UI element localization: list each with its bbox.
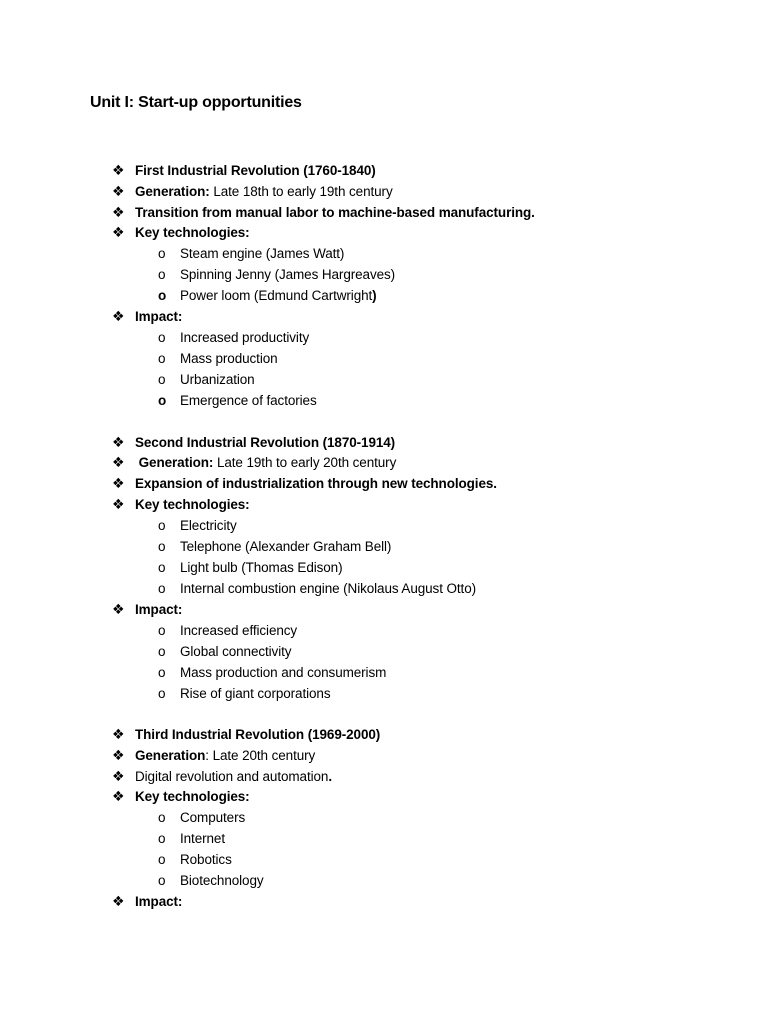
section1-key-tech-label: ❖ Key technologies: — [112, 222, 250, 243]
circle-bullet-icon: o — [158, 665, 166, 680]
diamond-bullet-icon: ❖ — [112, 601, 125, 617]
list-item: o Increased productivity — [158, 327, 309, 348]
diamond-bullet-icon: ❖ — [112, 893, 125, 909]
section1-impact-label: ❖ Impact: — [112, 306, 182, 327]
circle-bullet-icon: o — [158, 686, 166, 701]
list-item: o Spinning Jenny (James Hargreaves) — [158, 264, 395, 285]
section3-generation: ❖ Generation: Late 20th century — [112, 745, 315, 766]
section2-transition: ❖ Expansion of industrialization through new technologies. — [112, 473, 497, 494]
circle-bullet-icon: o — [158, 831, 166, 846]
section2-key-tech-label: ❖ Key technologies: — [112, 494, 250, 515]
circle-bullet-icon: o — [158, 288, 167, 303]
list-item: o Light bulb (Thomas Edison) — [158, 557, 343, 578]
diamond-bullet-icon: ❖ — [112, 204, 125, 220]
section3-transition: ❖ Digital revolution and automation. — [112, 766, 332, 787]
diamond-bullet-icon: ❖ — [112, 454, 125, 470]
section2-generation: ❖ Generation: Late 19th to early 20th century — [112, 452, 396, 473]
diamond-bullet-icon: ❖ — [112, 475, 125, 491]
diamond-bullet-icon: ❖ — [112, 183, 125, 199]
diamond-bullet-icon: ❖ — [112, 768, 125, 784]
list-item: o Rise of giant corporations — [158, 683, 330, 704]
list-item: o Electricity — [158, 515, 237, 536]
circle-bullet-icon: o — [158, 852, 166, 867]
circle-bullet-icon: o — [158, 560, 166, 575]
diamond-bullet-icon: ❖ — [112, 434, 125, 450]
section3-heading: ❖ Third Industrial Revolution (1969-2000) — [112, 724, 380, 745]
section2-impact-label: ❖ Impact: — [112, 599, 182, 620]
diamond-bullet-icon: ❖ — [112, 308, 125, 324]
list-item: o Increased efficiency — [158, 620, 297, 641]
list-item: o Steam engine (James Watt) — [158, 243, 344, 264]
diamond-bullet-icon: ❖ — [112, 224, 125, 240]
page-title: Unit I: Start-up opportunities — [90, 94, 302, 111]
circle-bullet-icon: o — [158, 539, 166, 554]
circle-bullet-icon: o — [158, 518, 166, 533]
list-item: o Telephone (Alexander Graham Bell) — [158, 536, 391, 557]
circle-bullet-icon: o — [158, 351, 166, 366]
list-item: o Computers — [158, 807, 245, 828]
list-item: o Internal combustion engine (Nikolaus August Otto) — [158, 578, 476, 599]
circle-bullet-icon: o — [158, 644, 166, 659]
section1-generation: ❖ Generation: Late 18th to early 19th century — [112, 181, 393, 202]
circle-bullet-icon: o — [158, 330, 166, 345]
list-item: o Mass production and consumerism — [158, 662, 386, 683]
section2-heading: ❖ Second Industrial Revolution (1870-1914) — [112, 432, 395, 453]
section1-transition: ❖ Transition from manual labor to machine-based manufacturing. — [112, 202, 535, 223]
section3-impact-label: ❖ Impact: — [112, 891, 182, 912]
list-item: o Internet — [158, 828, 225, 849]
list-item: o Global connectivity — [158, 641, 291, 662]
diamond-bullet-icon: ❖ — [112, 496, 125, 512]
circle-bullet-icon: o — [158, 393, 167, 408]
list-item: o Robotics — [158, 849, 232, 870]
circle-bullet-icon: o — [158, 623, 166, 638]
circle-bullet-icon: o — [158, 372, 166, 387]
circle-bullet-icon: o — [158, 873, 166, 888]
list-item: o Power loom (Edmund Cartwright) — [158, 285, 377, 306]
circle-bullet-icon: o — [158, 267, 166, 282]
diamond-bullet-icon: ❖ — [112, 788, 125, 804]
circle-bullet-icon: o — [158, 246, 166, 261]
diamond-bullet-icon: ❖ — [112, 747, 125, 763]
diamond-bullet-icon: ❖ — [112, 726, 125, 742]
circle-bullet-icon: o — [158, 810, 166, 825]
list-item: o Mass production — [158, 348, 278, 369]
circle-bullet-icon: o — [158, 581, 166, 596]
list-item: o Biotechnology — [158, 870, 264, 891]
list-item: o Emergence of factories — [158, 390, 317, 411]
diamond-bullet-icon: ❖ — [112, 162, 125, 178]
list-item: o Urbanization — [158, 369, 255, 390]
section1-heading: ❖ First Industrial Revolution (1760-1840) — [112, 160, 376, 181]
section3-key-tech-label: ❖ Key technologies: — [112, 786, 250, 807]
